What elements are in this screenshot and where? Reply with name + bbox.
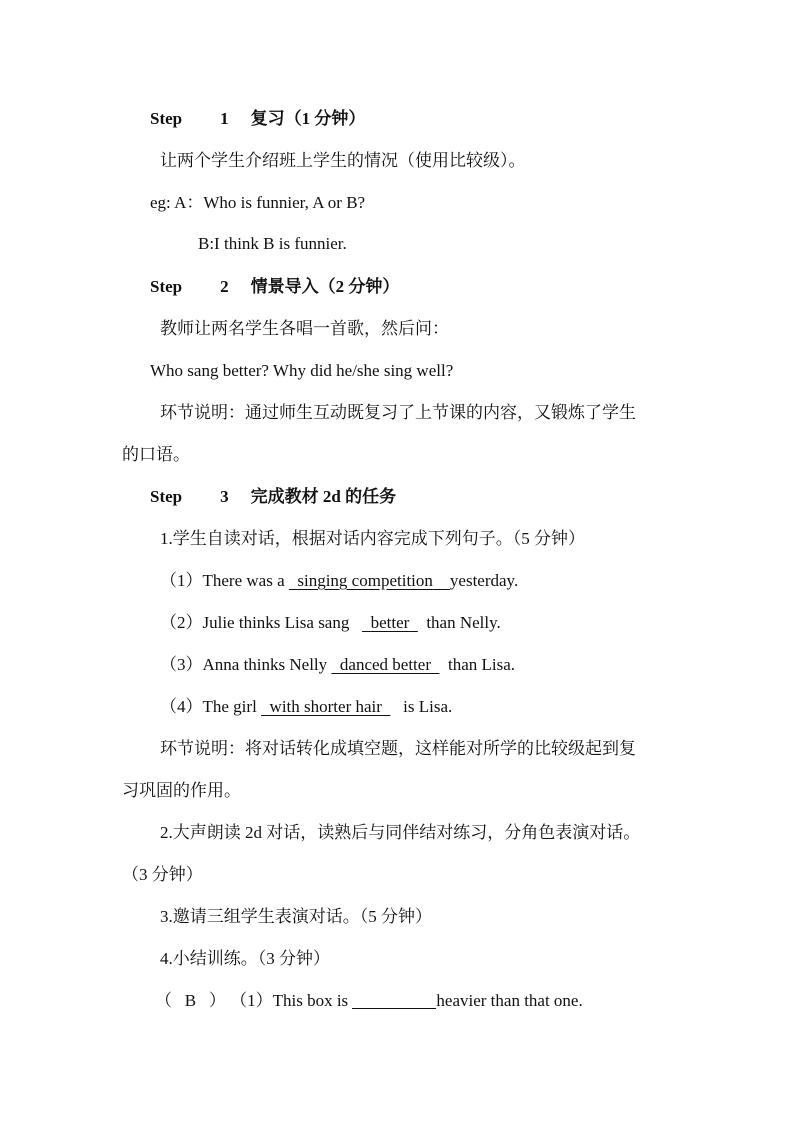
step-label: Step xyxy=(150,487,183,506)
example-line-b: B:I think B is funnier. xyxy=(198,234,347,253)
answer: singing competition xyxy=(297,571,433,590)
task-1: 1.学生自读对话，根据对话内容完成下列句子。（5 分钟） xyxy=(160,529,585,548)
note-2-line-a: 环节说明：将对话转化成填空题，这样能对所学的比较级起到复 xyxy=(160,739,636,758)
answer: better xyxy=(370,613,410,632)
answer: with shorter hair xyxy=(269,697,382,716)
step-1-heading xyxy=(150,108,365,130)
step-title: 情景导入（2 分钟） xyxy=(250,277,400,296)
fill-item-1: （1）There was a singing competition yesterday. xyxy=(160,571,519,590)
step-number: 3 xyxy=(220,487,229,506)
step-number: 2 xyxy=(220,277,229,296)
step-label: Step xyxy=(150,277,183,296)
note-1-line-a: 环节说明：通过师生互动既复习了上节课的内容，又锻炼了学生 xyxy=(160,403,636,422)
task-3: 3.邀请三组学生表演对话。（5 分钟） xyxy=(160,907,432,926)
sing-paragraph: 教师让两名学生各唱一首歌，然后问： xyxy=(160,319,449,338)
step-3-heading xyxy=(150,486,396,508)
note-1-line-b: 的口语。 xyxy=(122,445,190,464)
step-title: 复习（1 分钟） xyxy=(250,109,366,128)
quiz-item-1: （ B ） （1）This box is heavier than that one. xyxy=(155,991,583,1010)
task-4: 4.小结训练。（3 分钟） xyxy=(160,949,330,968)
step-label: Step xyxy=(150,109,183,128)
step-2-heading xyxy=(150,276,399,298)
step-number: 1 xyxy=(220,109,229,128)
intro-paragraph: 让两个学生介绍班上学生的情况（使用比较级）。 xyxy=(160,151,526,170)
answer-blank xyxy=(352,990,436,1009)
task-2-line-b: （3 分钟） xyxy=(122,865,203,884)
note-2-line-b: 习巩固的作用。 xyxy=(122,781,241,800)
answer: danced better xyxy=(339,655,431,674)
quiz-answer: B xyxy=(184,991,197,1010)
fill-item-4: （4）The girl with shorter hair is Lisa. xyxy=(160,697,453,716)
fill-item-2: （2）Julie thinks Lisa sang better than Nelly. xyxy=(160,613,501,632)
example-line-a: eg: A：Who is funnier, A or B? xyxy=(150,193,366,212)
task-2-line-a: 2.大声朗读 2d 对话，读熟后与同伴结对练习，分角色表演对话。 xyxy=(160,823,641,842)
step-title: 完成教材 2d 的任务 xyxy=(250,487,397,506)
sing-question: Who sang better? Why did he/she sing well? xyxy=(150,361,454,380)
fill-item-3: （3）Anna thinks Nelly danced better than Lisa. xyxy=(160,655,516,674)
